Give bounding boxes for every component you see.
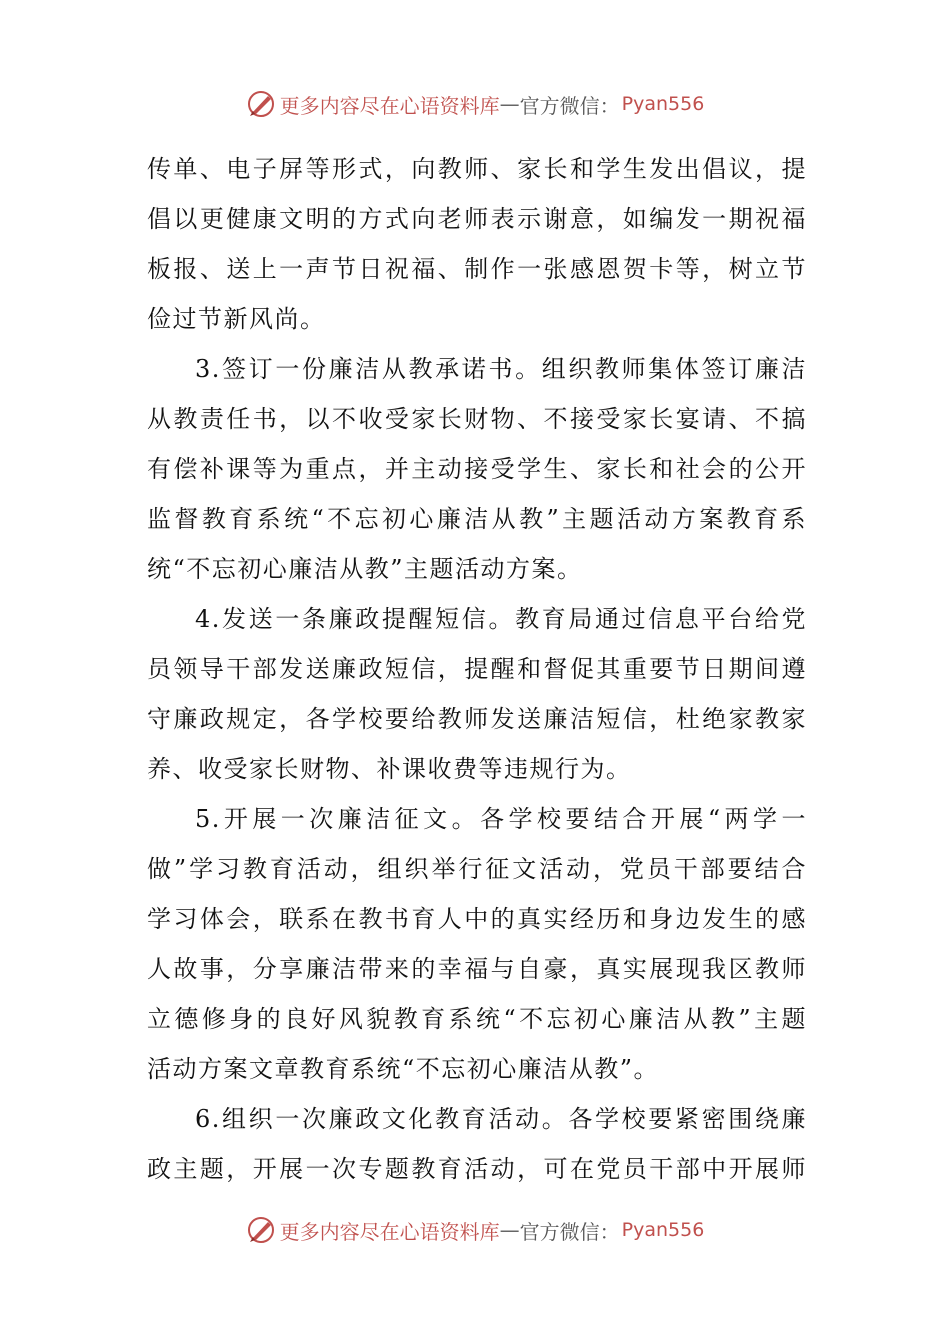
text-line: 传单、电子屏等形式，向教师、家长和学生发出倡议，提 xyxy=(147,155,807,183)
text-line: 俭过节新风尚。 xyxy=(147,305,326,333)
pen-circle-logo-icon xyxy=(246,89,276,119)
header-separator: — xyxy=(499,92,520,116)
footer-banner xyxy=(0,1210,950,1250)
footer-separator: — xyxy=(499,1218,520,1242)
text-line: 活动方案文章教育系统“不忘初心廉洁从教”。 xyxy=(147,1055,660,1083)
footer-brand-text: 更多内容尽在心语资料库 xyxy=(279,1219,500,1244)
text-line: 板报、送上一声节日祝福、制作一张感恩贺卡等，树立节 xyxy=(147,255,807,283)
pen-circle-logo-icon xyxy=(246,1215,276,1245)
header-wechat-label: 官方微信： xyxy=(519,93,620,118)
text-line: 统“不忘初心廉洁从教”主题活动方案。 xyxy=(147,555,583,583)
text-line: 守廉政规定，各学校要给教师发送廉洁短信，杜绝家教家 xyxy=(147,705,807,733)
text-line: 5.开展一次廉洁征文。各学校要结合开展“两学一 xyxy=(195,805,807,833)
header-wechat-id: Pyan556 xyxy=(621,93,705,115)
text-line: 监督教育系统“不忘初心廉洁从教”主题活动方案教育系 xyxy=(147,505,807,533)
text-line: 养、收受家长财物、补课收费等违规行为。 xyxy=(147,755,632,783)
footer-wechat-label: 官方微信： xyxy=(519,1219,620,1244)
header-banner xyxy=(0,84,950,124)
text-line: 做”学习教育活动，组织举行征文活动，党员干部要结合 xyxy=(147,855,807,883)
text-line: 人故事，分享廉洁带来的幸福与自豪，真实展现我区教师 xyxy=(147,955,807,983)
document-body xyxy=(147,144,807,1194)
text-line: 立德修身的良好风貌教育系统“不忘初心廉洁从教”主题 xyxy=(147,1005,807,1033)
text-line: 6.组织一次廉政文化教育活动。各学校要紧密围绕廉 xyxy=(195,1105,807,1133)
text-line: 倡以更健康文明的方式向老师表示谢意，如编发一期祝福 xyxy=(147,205,807,233)
text-line: 有偿补课等为重点，并主动接受学生、家长和社会的公开 xyxy=(147,455,807,483)
footer-wechat-id: Pyan556 xyxy=(621,1219,705,1241)
text-line: 学习体会，联系在教书育人中的真实经历和身边发生的感 xyxy=(147,905,807,933)
text-line: 4.发送一条廉政提醒短信。教育局通过信息平台给党 xyxy=(195,605,807,633)
text-line: 政主题，开展一次专题教育活动，可在党员干部中开展师 xyxy=(147,1155,807,1183)
header-brand-text: 更多内容尽在心语资料库 xyxy=(279,93,500,118)
text-line: 3.签订一份廉洁从教承诺书。组织教师集体签订廉洁 xyxy=(195,355,807,383)
text-line: 从教责任书，以不收受家长财物、不接受家长宴请、不搞 xyxy=(147,405,807,433)
text-line: 员领导干部发送廉政短信，提醒和督促其重要节日期间遵 xyxy=(147,655,807,683)
